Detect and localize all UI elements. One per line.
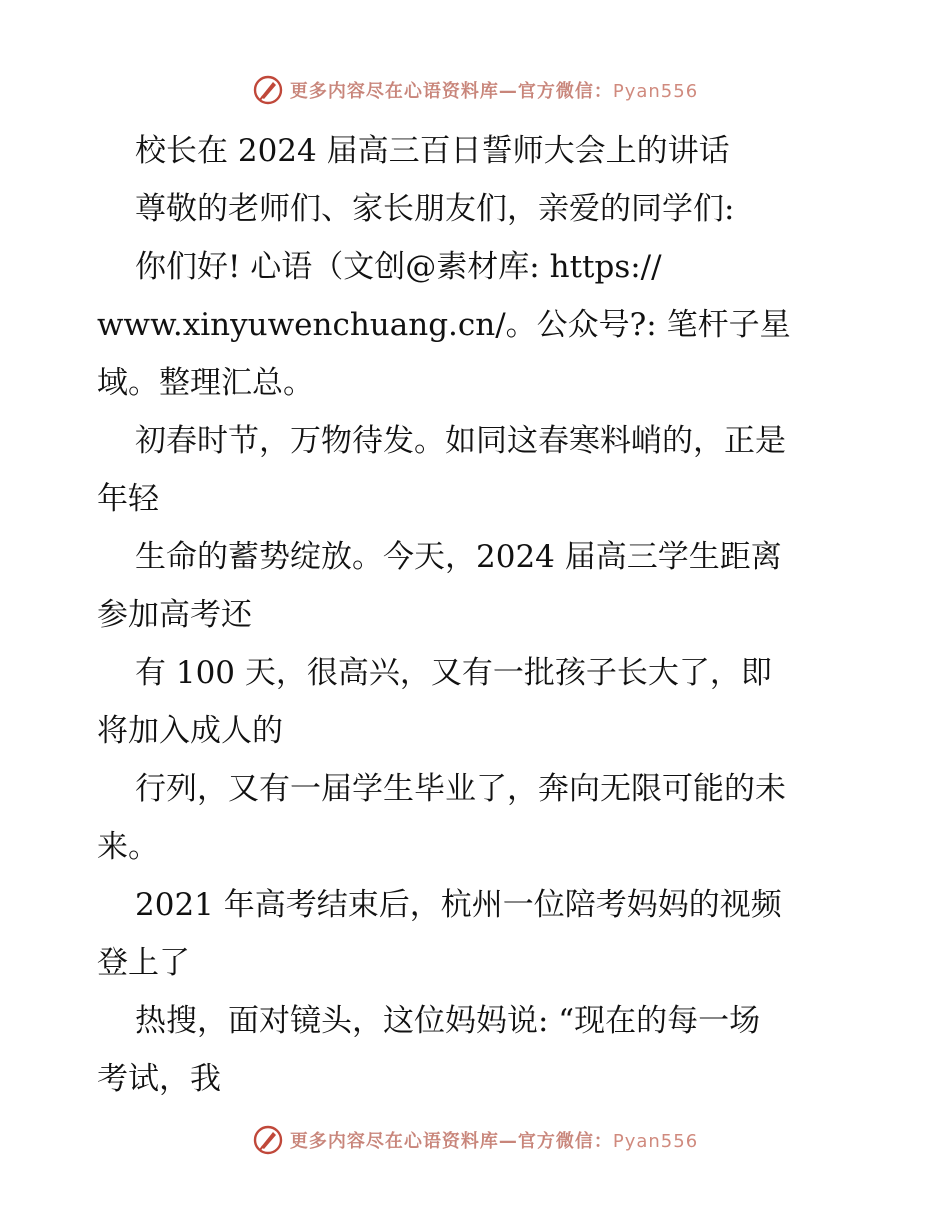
text-line: 来。: [97, 829, 159, 865]
text-line: 有 100 天，很高兴，又有一批孩子长大了，即: [135, 655, 772, 691]
text-line: 2021 年高考结束后，杭州一位陪考妈妈的视频: [135, 887, 782, 923]
text-line: 域。整理汇总。: [97, 365, 314, 401]
text-line: 热搜，面对镜头，这位妈妈说: “现在的每一场: [135, 1003, 761, 1039]
text-line: 年轻: [97, 481, 159, 517]
watermark-handle: Pyan556: [612, 1131, 699, 1152]
footer-watermark-banner: [0, 1122, 950, 1158]
quill-logo-icon: [252, 74, 284, 106]
header-watermark-banner: [0, 72, 950, 108]
watermark-text: 更多内容尽在心语资料库—官方微信：Pyan556: [289, 81, 699, 102]
text-line: 行列，又有一届学生毕业了，奔向无限可能的未: [135, 771, 786, 807]
text-line: 生命的蓄势绽放。今天，2024 届高三学生距离: [135, 539, 782, 575]
text-line: 初春时节，万物待发。如同这春寒料峭的，正是: [135, 423, 786, 459]
salutation-line: 尊敬的老师们、家长朋友们，亲爱的同学们:: [135, 191, 735, 227]
document-title: 校长在 2024 届高三百日誓师大会上的讲话: [135, 133, 730, 169]
text-line: 登上了: [97, 945, 190, 981]
text-line: 将加入成人的: [97, 713, 283, 749]
text-line: 参加高考还: [97, 597, 252, 633]
quill-logo-icon: [252, 1124, 284, 1156]
text-line: www.xinyuwenchuang.cn/。公众号?: 笔杆子星: [97, 307, 791, 343]
text-line: 你们好! 心语（文创@素材库: https://: [135, 249, 662, 285]
text-line: 考试，我: [97, 1061, 221, 1097]
watermark-handle: Pyan556: [612, 81, 699, 102]
watermark-text: 更多内容尽在心语资料库—官方微信：Pyan556: [289, 1131, 699, 1152]
